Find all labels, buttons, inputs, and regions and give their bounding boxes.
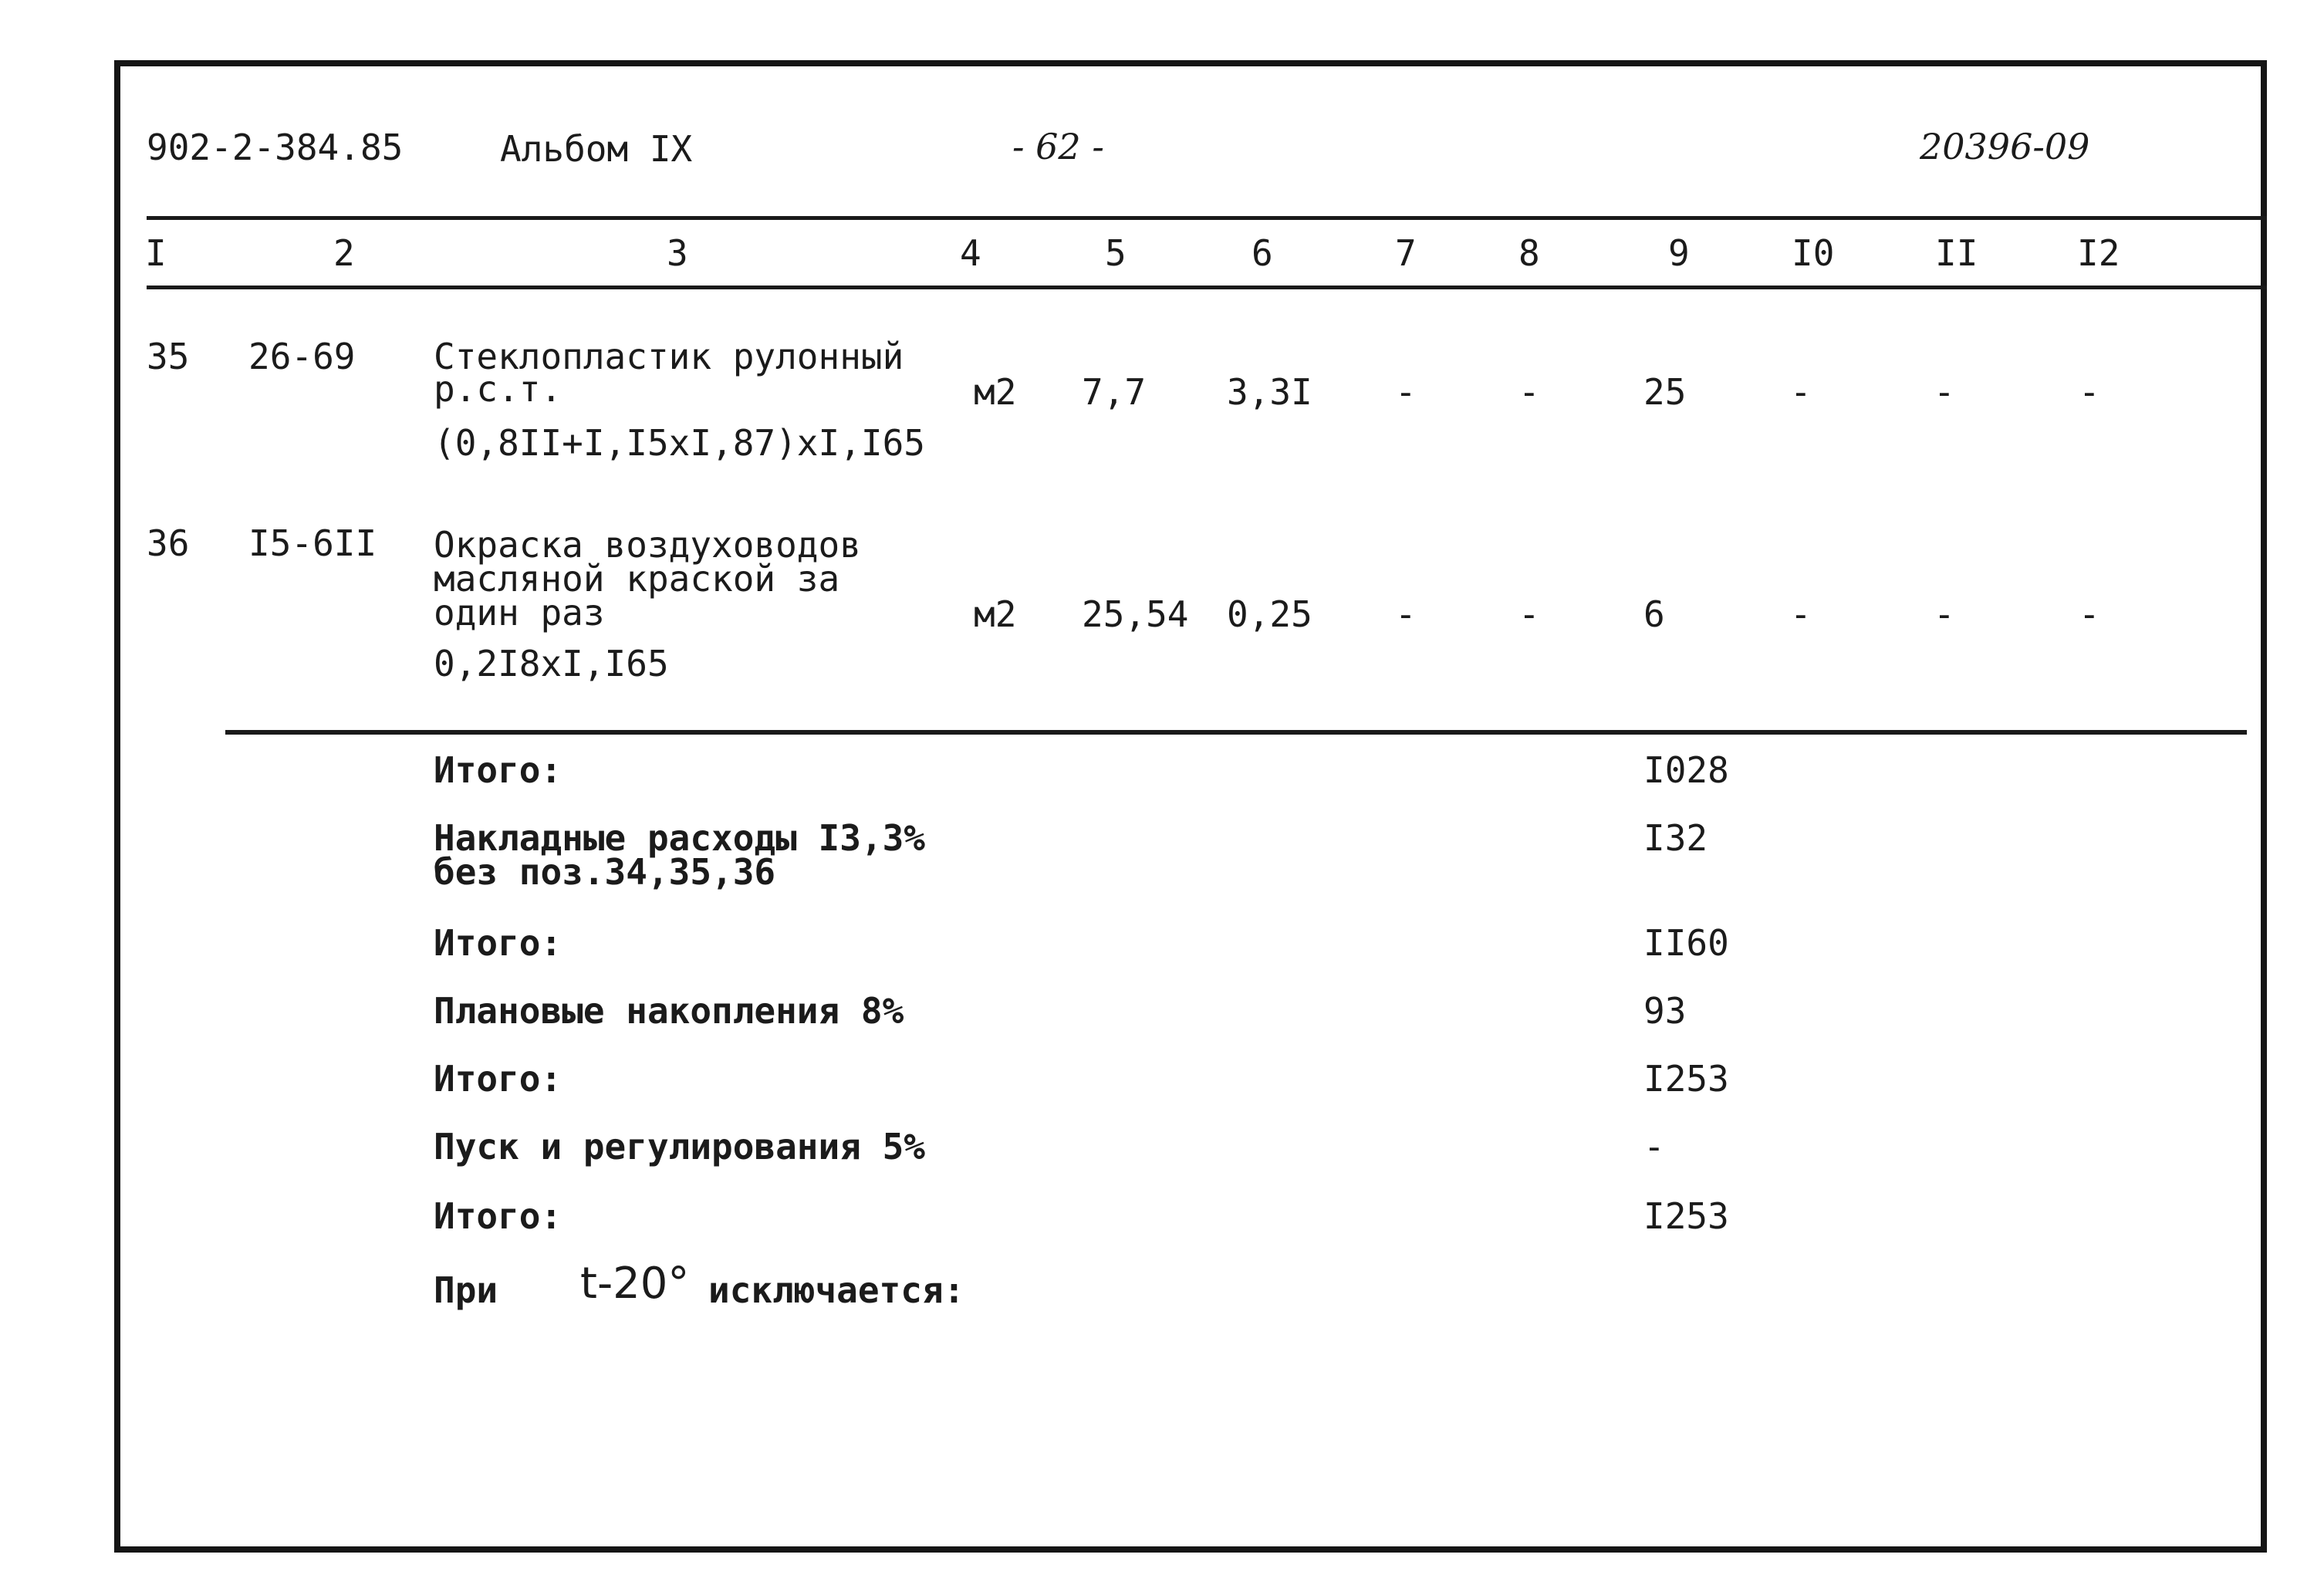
col-header-8: 8 [1518,232,1540,274]
row-name-line: один раз [434,592,605,634]
row-position: 35 [147,336,190,377]
row-quantity: 25,54 [1082,593,1189,635]
col-header-7: 7 [1395,232,1417,274]
summary-label: Плановые накопления 8% [434,990,904,1032]
doc-code: 902-2-384.85 [147,127,404,168]
col-header-3: 3 [667,232,688,274]
row-formula: 0,2I8xI,I65 [434,643,669,684]
summary-value: I253 [1643,1195,1729,1237]
row-unit: м2 [974,593,1017,635]
col-header-2: 2 [333,232,355,274]
row-code: I5-6II [248,522,377,564]
col-header-12: I2 [2077,232,2120,274]
footer-note-prefix: При [434,1269,498,1311]
summary-label: Итого: [434,1058,562,1100]
row-price: 0,25 [1227,593,1312,635]
row-col7: - [1395,593,1417,635]
row-position: 36 [147,522,190,564]
col-header-1: I [145,232,167,274]
summary-value: II60 [1643,922,1729,964]
row-formula: (0,8II+I,I5xI,87)xI,I65 [434,422,925,464]
row-col11: - [1934,593,1955,635]
reference-number: 20396-09 [1920,126,2090,167]
row-col12: - [2079,593,2100,635]
row-col11: - [1934,371,1955,413]
row-code: 26-69 [248,336,356,377]
page-frame [114,60,2267,1553]
row-unit: м2 [974,371,1017,413]
summary-label: Накладные расходы I3,3% [434,817,925,859]
col-header-4: 4 [960,232,981,274]
summary-label: Пуск и регулирования 5% [434,1126,925,1168]
summary-label: Итого: [434,922,562,964]
row-col8: - [1518,593,1540,635]
summary-label: без поз.34,35,36 [434,851,776,893]
row-name-line: р.с.т. [434,368,562,410]
summary-value: I028 [1643,749,1729,791]
summary-value: I253 [1643,1058,1729,1100]
col-header-11: II [1935,232,1978,274]
temperature-label: t-20° [580,1259,690,1309]
summary-value: 93 [1643,990,1687,1032]
summary-label: Итого: [434,749,562,791]
row-name-line: Окраска воздуховодов [434,524,861,566]
header-rule-bottom [147,286,2267,289]
row-name-line: Стеклопластик рулонный [434,336,904,377]
row-quantity: 7,7 [1082,371,1147,413]
col-header-10: I0 [1792,232,1835,274]
summary-value: - [1643,1126,1665,1168]
row-price: 3,3I [1227,371,1312,413]
summary-rule [225,730,2247,735]
row-col10: - [1790,371,1812,413]
summary-value: I32 [1643,817,1708,859]
row-col9: 6 [1643,593,1665,635]
row-name-line: масляной краской за [434,558,840,600]
col-header-6: 6 [1252,232,1273,274]
row-col7: - [1395,371,1417,413]
footer-note-suffix: исключается: [708,1269,965,1311]
page-number: - 62 - [1012,126,1104,167]
header-rule-top [147,216,2267,220]
row-col10: - [1790,593,1812,635]
col-header-5: 5 [1105,232,1127,274]
col-header-9: 9 [1668,232,1690,274]
summary-label: Итого: [434,1195,562,1237]
row-col9: 25 [1643,371,1687,413]
row-col12: - [2079,371,2100,413]
row-col8: - [1518,371,1540,413]
album-label: Альбом IX [500,128,693,170]
